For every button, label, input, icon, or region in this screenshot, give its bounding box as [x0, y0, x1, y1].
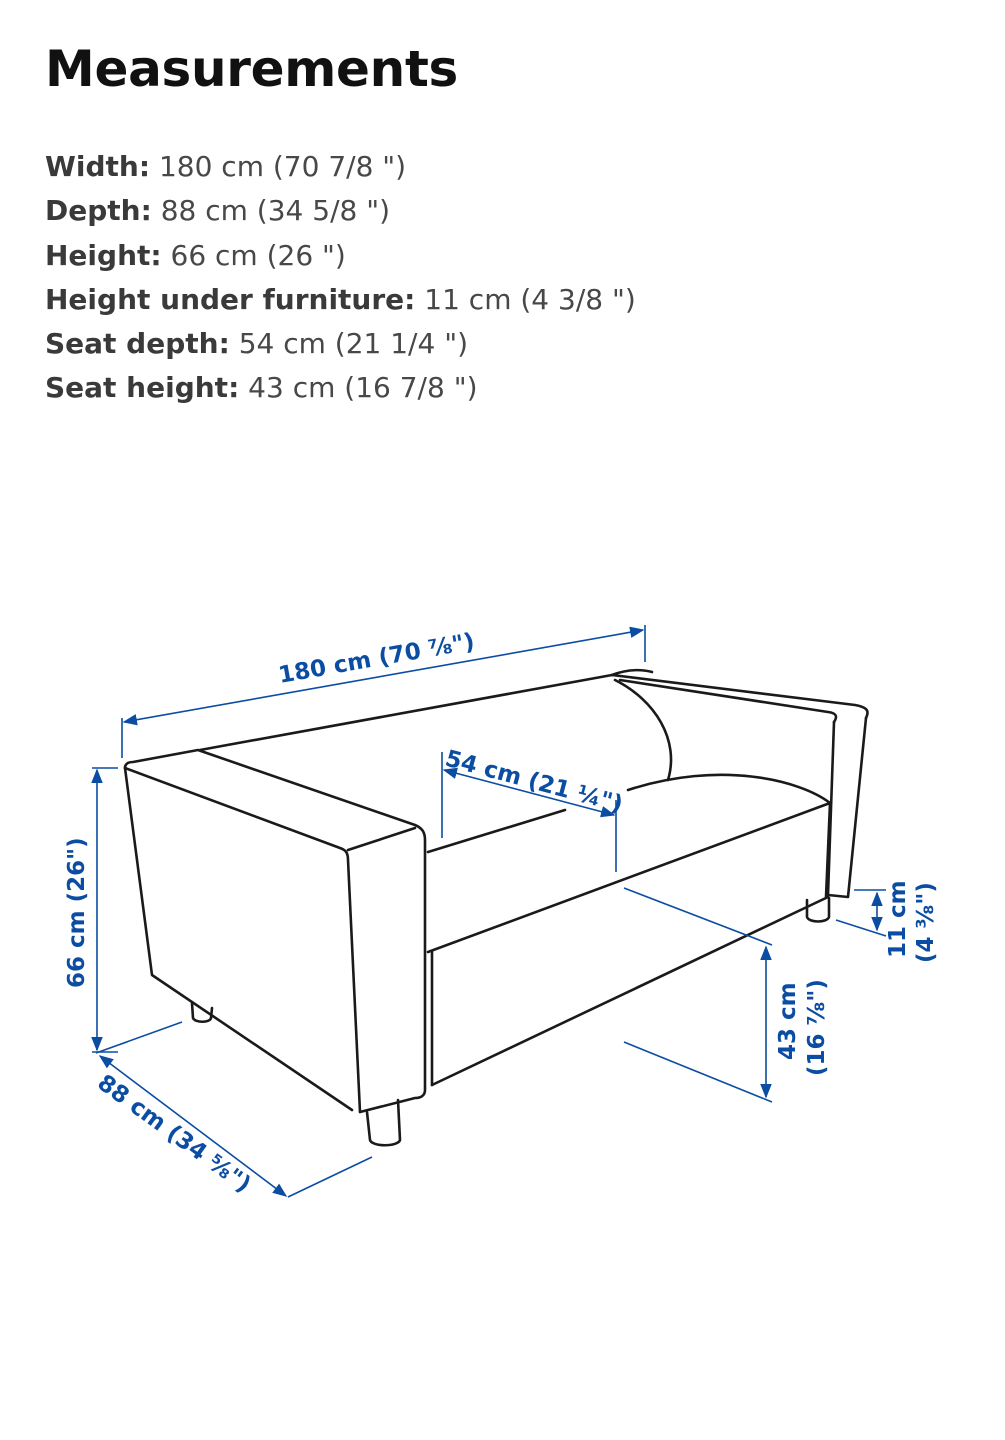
spec-label: Height:: [45, 238, 162, 272]
spec-depth: [45, 189, 636, 233]
spec-height: [45, 234, 636, 278]
page-title: Measurements: [45, 40, 459, 98]
spec-seat-depth: [45, 322, 636, 366]
spec-width: [45, 145, 636, 189]
spec-label: Height under furniture:: [45, 282, 416, 316]
depth-dimension-label: 88 cm (34 ⅝"): [92, 1069, 256, 1199]
measurement-list: [45, 145, 636, 411]
sofa-dimension-drawing: [0, 560, 1005, 1280]
spec-value: 43 cm (16 7/8 "): [248, 371, 478, 405]
spec-label: Seat depth:: [45, 327, 230, 361]
seat-depth-dimension-label: 54 cm (21 ¼"): [442, 745, 626, 819]
under-furniture-in-label: (4 ⅜"): [913, 882, 939, 963]
spec-seat-height: [45, 366, 636, 410]
spec-label: Width:: [45, 150, 151, 183]
spec-label: Seat height:: [45, 371, 240, 405]
spec-value: 180 cm (70 7/8 "): [158, 150, 407, 183]
seat-height-cm-label: 43 cm: [775, 982, 801, 1060]
under-furniture-cm-label: 11 cm: [885, 880, 911, 958]
spec-value: 54 cm (21 1/4 "): [238, 327, 469, 361]
width-dimension-label: 180 cm (70 ⅞"): [276, 628, 477, 689]
sofa-outline: [125, 670, 868, 1145]
spec-value: 88 cm (34 5/8 "): [160, 194, 391, 228]
spec-label: Depth:: [45, 194, 152, 228]
seat-height-in-label: (16 ⅞"): [804, 979, 830, 1076]
spec-value: 66 cm (26 "): [170, 238, 346, 272]
spec-height-under-furniture: [45, 278, 636, 322]
spec-value: 11 cm (4 3/8 "): [424, 282, 636, 316]
dimension-lines: [92, 625, 886, 1197]
height-dimension-label: 66 cm (26"): [64, 837, 90, 988]
